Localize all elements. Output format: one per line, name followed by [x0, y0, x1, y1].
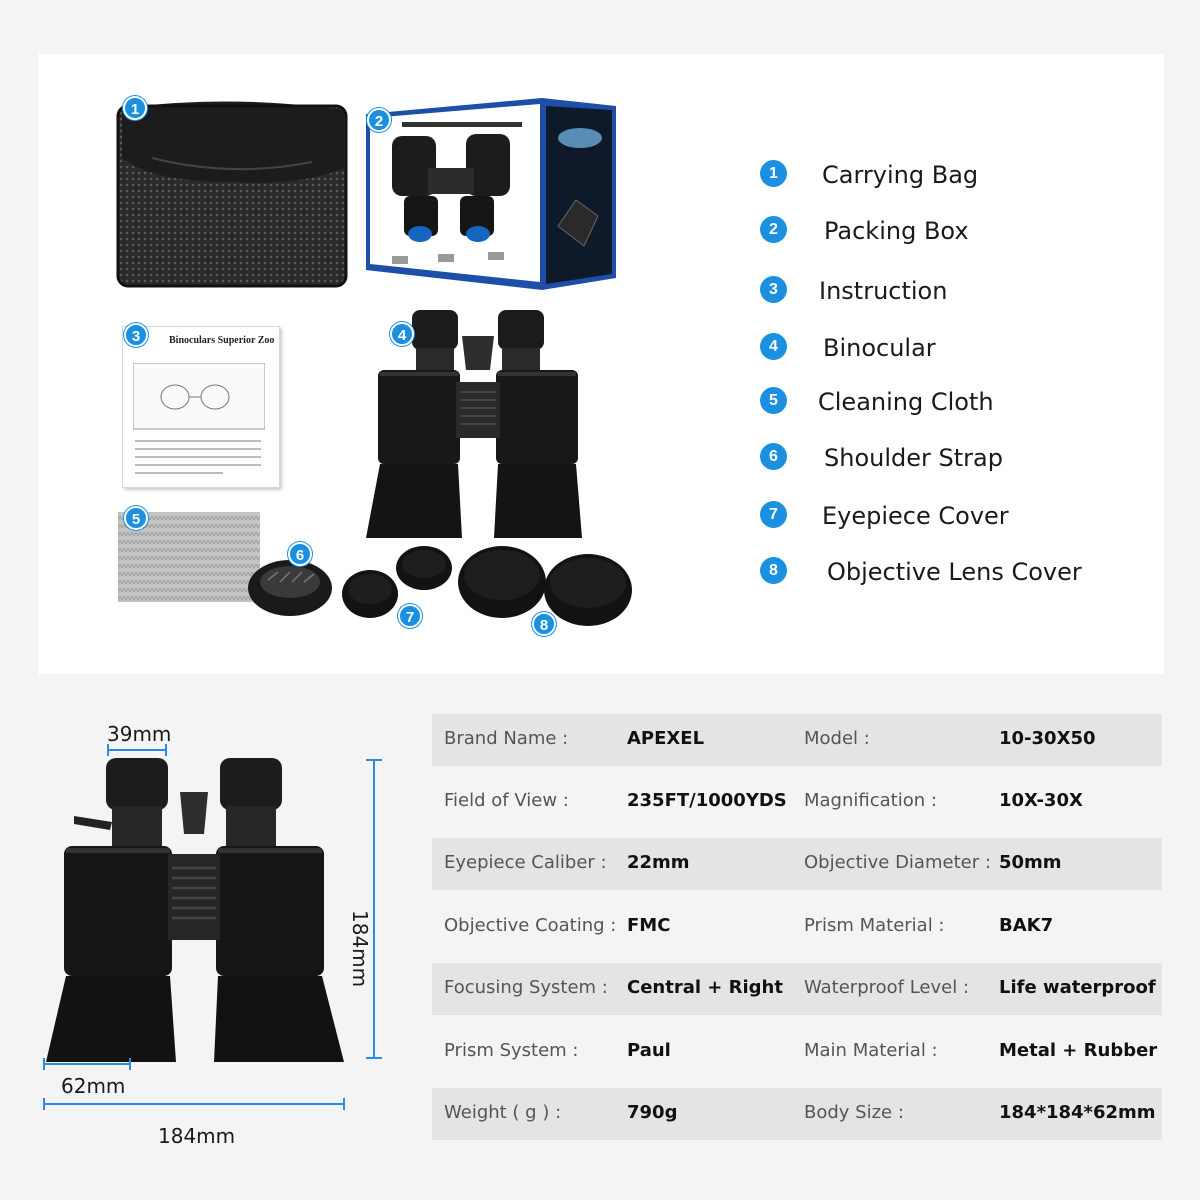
- objective-width-label: 62mm: [61, 1074, 126, 1098]
- spec-value: Paul: [627, 1040, 671, 1061]
- spec-value: 184*184*62mm: [999, 1102, 1156, 1123]
- spec-row: [432, 838, 1162, 890]
- spec-value: 22mm: [627, 852, 690, 873]
- height-label: 184mm: [348, 910, 372, 988]
- legend-label: Eyepiece Cover: [822, 502, 1009, 530]
- callout-1: 1: [123, 96, 147, 120]
- spec-key: Main Material :: [804, 1040, 938, 1061]
- legend-label: Instruction: [819, 277, 948, 305]
- spec-key: Weight ( g ) :: [444, 1102, 562, 1123]
- legend-number: 2: [760, 216, 787, 243]
- spec-value: Central + Right: [627, 977, 783, 998]
- legend-label: Cleaning Cloth: [818, 388, 994, 416]
- callout-5: 5: [124, 506, 148, 530]
- spec-value: Life waterproof: [999, 977, 1156, 998]
- spec-row: [432, 1026, 1162, 1078]
- callout-4: 4: [390, 322, 414, 346]
- spec-key: Prism System :: [444, 1040, 579, 1061]
- spec-key: Waterproof Level :: [804, 977, 970, 998]
- spec-value: FMC: [627, 915, 671, 936]
- legend-number: 3: [760, 276, 787, 303]
- spec-key: Focusing System :: [444, 977, 608, 998]
- eyepiece-width-label: 39mm: [107, 722, 172, 746]
- legend-number: 7: [760, 501, 787, 528]
- legend-number: 5: [760, 387, 787, 414]
- callout-2: 2: [367, 108, 391, 132]
- spec-value: 10X-30X: [999, 790, 1083, 811]
- spec-row: [432, 776, 1162, 828]
- spec-key: Field of View :: [444, 790, 569, 811]
- instruction-title: Binoculars Superior Zoo: [169, 335, 275, 346]
- spec-key: Magnification :: [804, 790, 937, 811]
- spec-key: Model :: [804, 728, 870, 749]
- spec-row: [432, 714, 1162, 766]
- spec-key: Eyepiece Caliber :: [444, 852, 607, 873]
- spec-value: 10-30X50: [999, 728, 1096, 749]
- callout-3: 3: [124, 323, 148, 347]
- spec-row: [432, 963, 1162, 1015]
- legend-label: Shoulder Strap: [824, 444, 1003, 472]
- legend-label: Packing Box: [824, 217, 969, 245]
- spec-row: [432, 901, 1162, 953]
- spec-value: APEXEL: [627, 728, 705, 749]
- callout-6: 6: [288, 542, 312, 566]
- legend-number: 1: [760, 160, 787, 187]
- legend-number: 6: [760, 443, 787, 470]
- legend-label: Binocular: [823, 334, 936, 362]
- legend-number: 4: [760, 333, 787, 360]
- spec-key: Objective Diameter :: [804, 852, 991, 873]
- spec-key: Body Size :: [804, 1102, 904, 1123]
- total-width-label: 184mm: [158, 1124, 236, 1148]
- spec-key: Brand Name :: [444, 728, 569, 749]
- spec-value: 790g: [627, 1102, 678, 1123]
- legend-label: Carrying Bag: [822, 161, 979, 189]
- legend-number: 8: [760, 557, 787, 584]
- spec-value: Metal + Rubber: [999, 1040, 1158, 1061]
- spec-key: Prism Material :: [804, 915, 945, 936]
- spec-value: 50mm: [999, 852, 1062, 873]
- spec-value: BAK7: [999, 915, 1054, 936]
- legend-label: Objective Lens Cover: [827, 558, 1082, 586]
- spec-key: Objective Coating :: [444, 915, 617, 936]
- callout-8: 8: [532, 612, 556, 636]
- spec-value: 235FT/1000YDS: [627, 790, 787, 811]
- callout-7: 7: [398, 604, 422, 628]
- spec-row: [432, 1088, 1162, 1140]
